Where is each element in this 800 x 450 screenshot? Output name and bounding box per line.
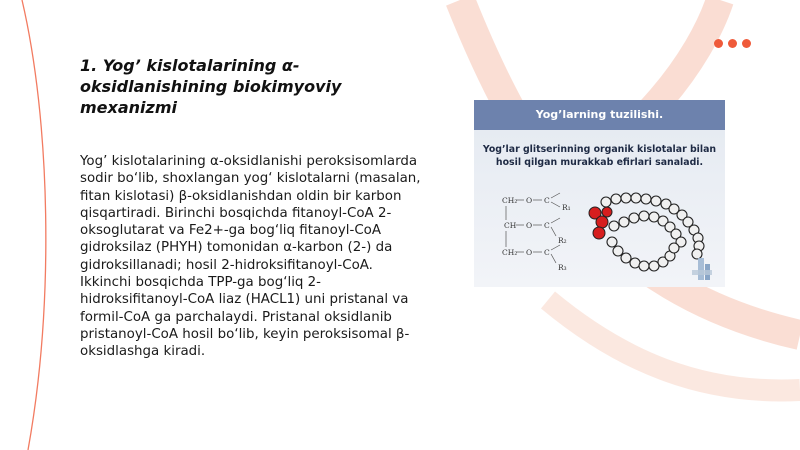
- formula-r2: R₂: [558, 236, 567, 245]
- formula-o-1: O: [526, 196, 533, 205]
- figure-header: Yog’larning tuzilishi.: [474, 100, 725, 130]
- formula-c-1: C: [544, 196, 550, 205]
- formula-ch2-bottom: CH₂: [502, 248, 518, 257]
- slide-title: 1. Yog’ kislotalarining α-oksidlanishining biokimyoviy mexanizmi: [80, 56, 342, 117]
- formula-o-2: O: [526, 221, 533, 230]
- fat-structure-figure: [474, 100, 725, 287]
- menu-dots: [714, 39, 751, 48]
- dot-icon: [714, 39, 723, 48]
- slide-body-text: Yog’ kislotalarining α-oksidlanishi peroksisomlarda sodir bo‘lib, shoxlangan yog‘ kislotalarni (masalan, fitan kislotasi) β-oksidlanishdan oldin bir karbon qisqartiradi. Birinchi bosqichda fitanoyl-CoA 2-oksoglutarat va Fe2+-ga bog‘liq fitanoyl-CoA gidroksilaz (PHYH) tomonidan α-karbon (2-) da gidroksillanadi; hosil 2-hidroksifitanoyl-CoA. Ikkinchi bosqichda TPP-ga bog‘liq 2-hidroksifitanoyl-CoA liaz (HACL1) uni pristanal va formil-CoA ga parchalaydi. Pristanal oksidlanib pristanoyl-CoA hosil bo‘lib, keyin peroksisomal β-oksidlashga kiradi.: [80, 154, 421, 360]
- formula-o-3: O: [526, 248, 533, 257]
- formula-r3: R₃: [558, 263, 567, 272]
- triglyceride-illustration: [474, 100, 725, 287]
- molecule-model: [589, 193, 704, 271]
- dot-icon: [742, 39, 751, 48]
- formula-c-2: C: [544, 221, 550, 230]
- formula-ch2-top: CH₂: [502, 196, 518, 205]
- figure-caption: Yog’lar glitserinning organik kislotalar bilan hosil qilgan murakkab efirlari sanaladi.: [482, 144, 717, 168]
- formula-c-3: C: [544, 248, 550, 257]
- structural-formula: [502, 193, 571, 272]
- beaker-icon: [692, 258, 712, 280]
- formula-ch-mid: CH: [504, 221, 517, 230]
- left-thin-arc: [22, 0, 46, 450]
- dot-icon: [728, 39, 737, 48]
- formula-r1: R₁: [562, 203, 571, 212]
